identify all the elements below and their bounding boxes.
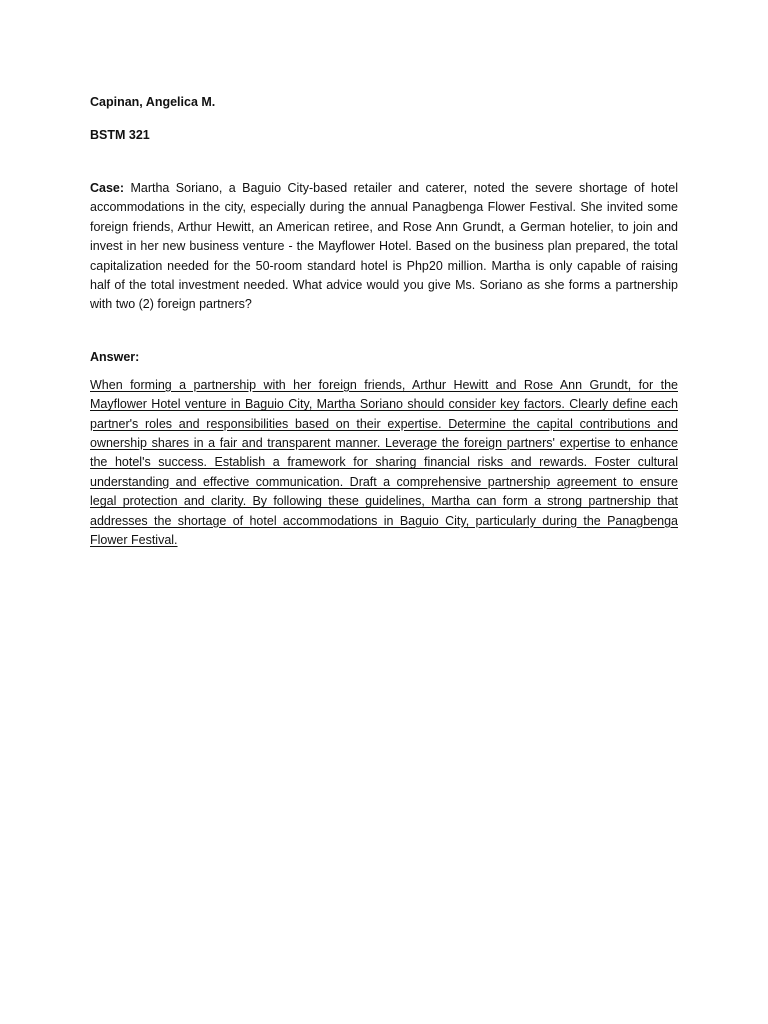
- answer-label: Answer:: [90, 349, 140, 364]
- course-code: BSTM 321: [90, 128, 150, 142]
- answer-paragraph: [90, 376, 678, 551]
- case-text: Martha Soriano, a Baguio City-based retailer and caterer, noted the severe shortage of hotel accommodations in the city, especially during the annual Panagbenga Flower Festival. She invited some foreign friends, Arthur Hewitt, an American retiree, and Rose Ann Grundt, a German hotelier, to join and invest in her new business venture - the Mayflower Hotel. Based on the business plan prepared, the total capitalization needed for the 50-room standard hotel is Php20 million. Martha is only capable of raising half of the total investment needed. What advice would you give Ms. Soriano as she forms a partnership with two (2) foreign partners?: [90, 181, 678, 312]
- document-content: [90, 94, 678, 551]
- student-name: Capinan, Angelica M.: [90, 95, 216, 109]
- case-paragraph: [90, 179, 678, 315]
- case-label: Case:: [90, 181, 125, 195]
- answer-text: When forming a partnership with her foreign friends, Arthur Hewitt and Rose Ann Grundt, for the Mayflower Hotel venture in Baguio City, Martha Soriano should consider key factors. Clearly define each partner's roles and responsibilities based on their expertise. Determine the capital contributions and ownership shares in a fair and transparent manner. Leverage the foreign partners' expertise to enhance the hotel's success. Establish a framework for sharing financial risks and rewards. Foster cultural understanding and effective communication. Draft a comprehensive partnership agreement to ensure legal protection and clarity. By following these guidelines, Martha can form a strong partnership that addresses the shortage of hotel accommodations in Baguio City, particularly during the Panagbenga Flower Festival.: [90, 377, 678, 548]
